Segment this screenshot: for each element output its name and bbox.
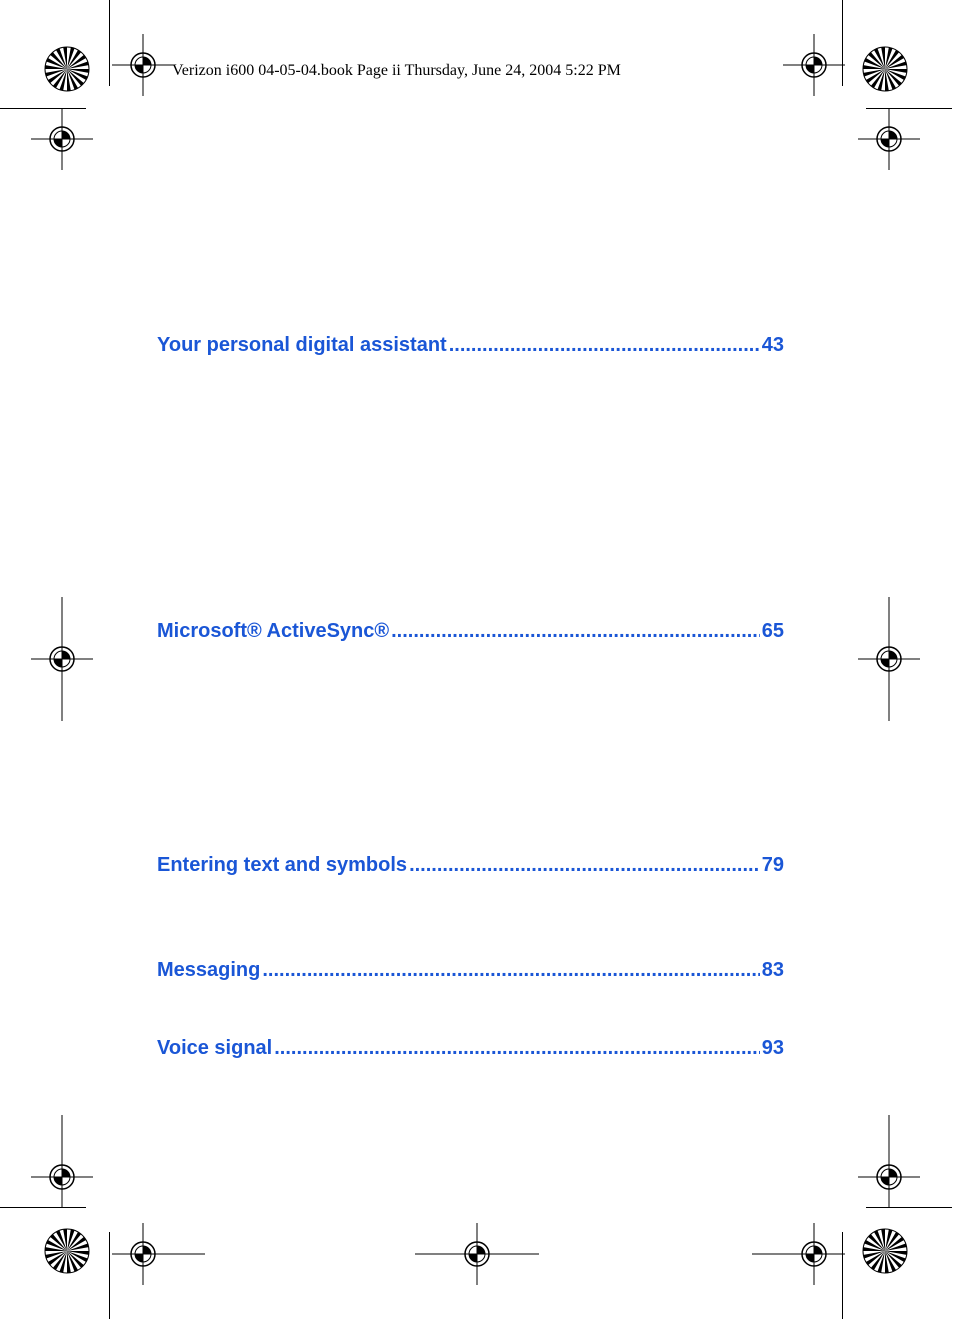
print-header-slug: Verizon i600 04-05-04.book Page ii Thursday, June 24, 2004 5:22 PM: [172, 62, 621, 79]
toc-entry-activesync[interactable]: [157, 620, 784, 646]
crop-line: [0, 1207, 86, 1208]
radial-star-target-icon: [862, 1228, 908, 1274]
crop-line: [866, 1207, 952, 1208]
toc-entry-title: Voice signal: [157, 1037, 273, 1059]
toc-entry-title: Messaging: [157, 959, 261, 981]
registration-target-icon: [858, 1115, 920, 1239]
toc-page-number: 79: [761, 854, 784, 876]
registration-target-icon: [415, 1223, 539, 1285]
crop-line: [109, 1232, 110, 1319]
registration-target-icon: [858, 597, 920, 721]
registration-target-icon: [31, 108, 93, 170]
toc-dot-leader: [274, 1037, 760, 1060]
toc-page-number: 65: [761, 620, 784, 642]
toc-dot-leader: [262, 959, 759, 982]
toc-page-number: 83: [761, 959, 784, 981]
registration-target-icon: [31, 597, 93, 721]
radial-star-target-icon: [44, 1228, 90, 1274]
registration-target-icon: [112, 34, 174, 96]
registration-target-icon: [31, 1115, 93, 1239]
radial-star-target-icon: [862, 46, 908, 92]
toc-entry-entering-text[interactable]: [157, 854, 784, 880]
toc-dot-leader: [391, 620, 760, 643]
toc-page-number: 43: [761, 334, 784, 356]
radial-star-target-icon: [44, 46, 90, 92]
crop-line: [109, 0, 110, 86]
toc-entry-messaging[interactable]: [157, 959, 784, 985]
toc-dot-leader: [409, 854, 760, 877]
crop-line: [842, 1232, 843, 1319]
crop-line: [866, 108, 952, 109]
registration-target-icon: [81, 1223, 205, 1285]
toc-entry-title: Entering text and symbols: [157, 854, 408, 876]
registration-target-icon: [783, 34, 845, 96]
registration-target-icon: [858, 108, 920, 170]
toc-entry-title: Microsoft® ActiveSync®: [157, 620, 390, 642]
toc-entry-personal-digital-assistant[interactable]: [157, 334, 784, 360]
crop-line: [0, 108, 86, 109]
toc-dot-leader: [449, 334, 760, 357]
toc-entry-voice-signal[interactable]: [157, 1037, 784, 1063]
toc-entry-title: Your personal digital assistant: [157, 334, 447, 356]
crop-line: [842, 0, 843, 86]
registration-target-icon: [752, 1223, 876, 1285]
toc-page-number: 93: [761, 1037, 784, 1059]
